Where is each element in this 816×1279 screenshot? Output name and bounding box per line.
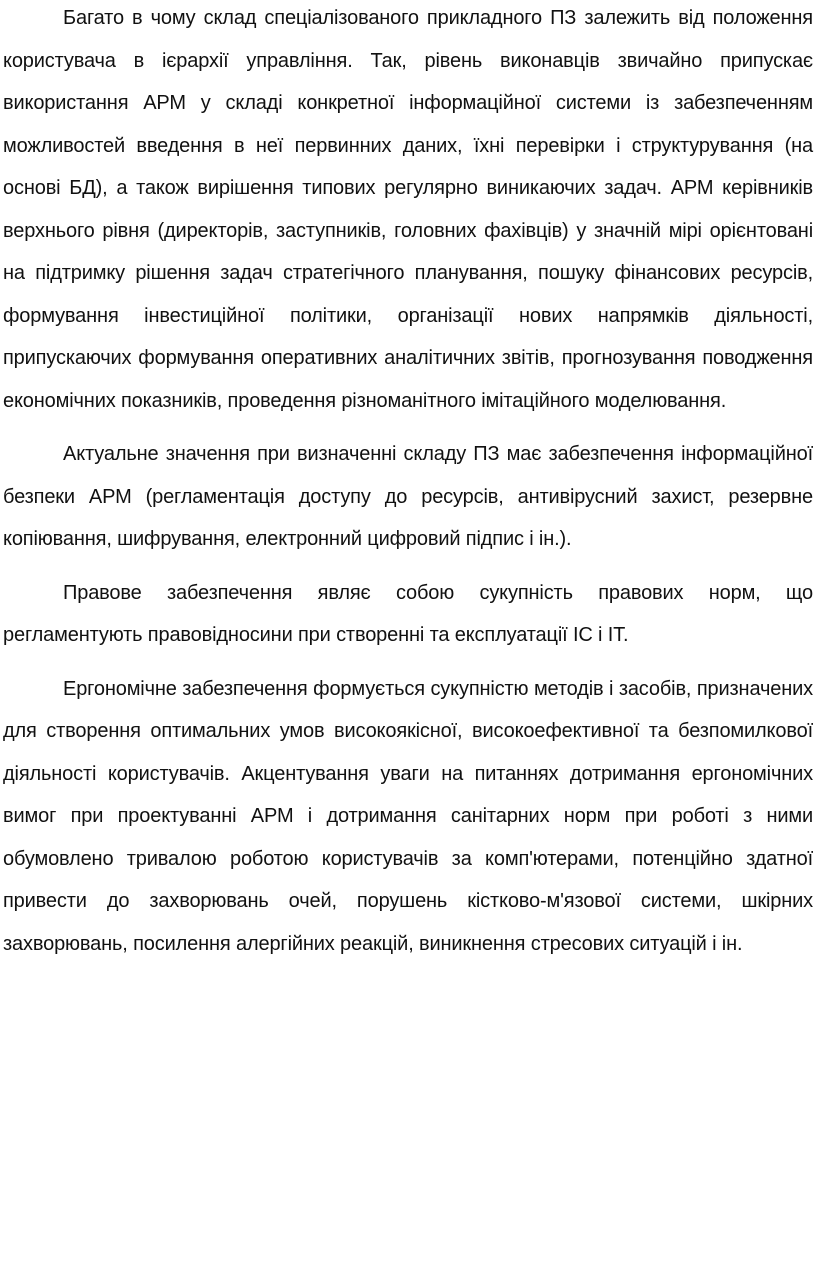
paragraph-legal-support: Правове забезпечення являє собою сукупність правових норм, що регламентують правовідносини при створенні та експлуатації ІС і ІТ. <box>3 581 813 646</box>
paragraph-information-security: Актуальне значення при визначенні складу ПЗ має забезпечення інформаційної безпеки АРМ (регламентація доступу до ресурсів, антивірусний захист, резервне копіювання, шифрування, електронний цифровий підпис і ін.). <box>3 443 813 550</box>
paragraph-ergonomic-support: Ергономічне забезпечення формується сукупністю методів і засобів, призначених для створення оптимальних умов високоякісної, високоефективної та безпомилкової діяльності користувачів. Акцентування уваги на питаннях дотримання ергономічних вимог при проектуванні АРМ і дотримання санітарних норм при роботі з ними обумовлено тривалою роботою користувачів за комп'ютерами, потенційно здатної привести до захворювань очей, порушень кістково-м'язової системи, шкірних захворювань, посилення алергійних реакцій, виникнення стресових ситуацій і ін. <box>3 677 813 955</box>
paragraph-specialized-software: Багато в чому склад спеціалізованого прикладного ПЗ залежить від положення користувача в ієрархії управління. Так, рівень виконавців звичайно припускає використання АРМ у складі конкретної інформаційної системи із забезпеченням можливостей введення в неї первинних даних, їхні перевірки і структурування (на основі БД), а також вирішення типових регулярно виникаючих задач. АРМ керівників верхнього рівня (директорів, заступників, головних фахівців) у значній мірі орієнтовані на підтримку рішення задач стратегічного планування, пошуку фінансових ресурсів, формування інвестиційної політики, організації нових напрямків діяльності, припускаючих формування оперативних аналітичних звітів, прогнозування поводження економічних показників, проведення різноманітного імітаційного моделювання. <box>3 7 813 412</box>
document-body <box>3 0 813 965</box>
